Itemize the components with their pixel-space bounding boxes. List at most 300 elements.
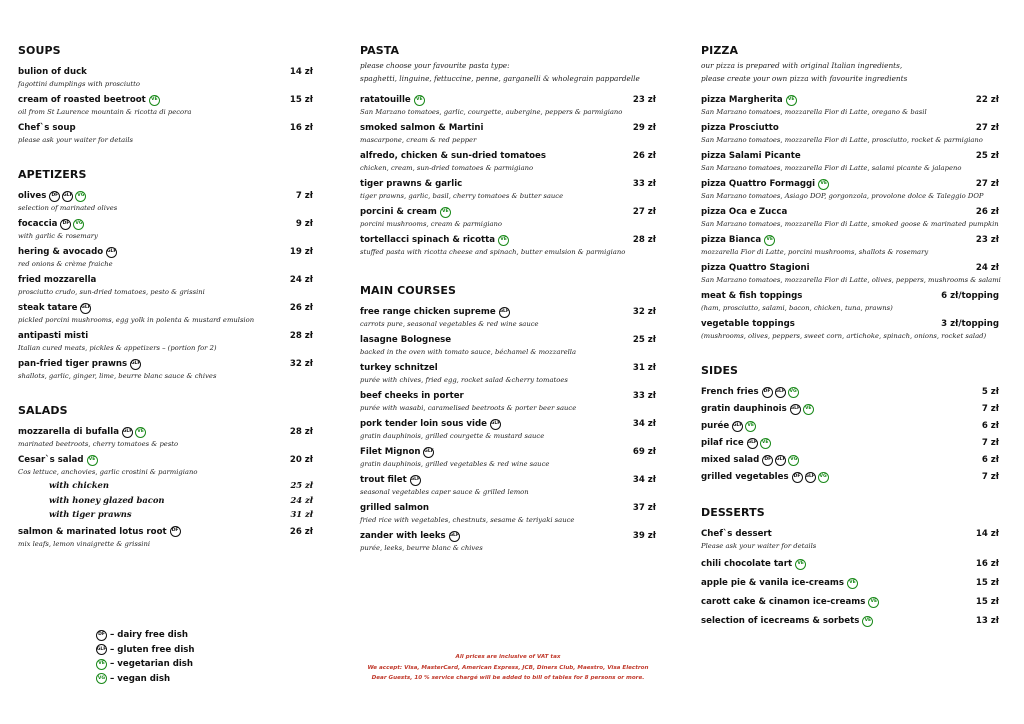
menu-item-name: pizza Margherita bbox=[701, 95, 783, 105]
menu-item-row bbox=[701, 614, 999, 628]
menu-item-name: purée bbox=[701, 421, 730, 431]
menu-item bbox=[18, 273, 313, 298]
menu-item-price: 14 zł bbox=[289, 67, 313, 77]
menu-item-price: 22 zł bbox=[975, 95, 999, 105]
section-title: MAIN COURSES bbox=[360, 284, 456, 297]
ve-badge-icon: VE bbox=[760, 438, 771, 449]
option-name: with tiger prawns bbox=[49, 509, 132, 519]
menu-item-row bbox=[18, 93, 313, 107]
menu-item-description: prosciutto crudo, sun-dried tomatoes, pesto & grissini bbox=[18, 288, 205, 296]
menu-item-row bbox=[701, 177, 999, 191]
menu-item-name-wrap bbox=[701, 149, 801, 163]
section-title: DESSERTS bbox=[701, 506, 765, 519]
menu-item-row bbox=[360, 233, 656, 247]
menu-item-name-wrap bbox=[701, 595, 879, 609]
ve-badge-icon: VE bbox=[96, 659, 107, 670]
menu-item-name-wrap bbox=[701, 557, 806, 571]
menu-column-right bbox=[701, 44, 999, 633]
menu-item bbox=[18, 245, 313, 270]
menu-item-description: San Marzano tomatoes, garlic, courgette, aubergine, peppers & parmigiano bbox=[360, 108, 623, 116]
menu-item-name: porcini & cream bbox=[360, 207, 437, 217]
section-title: APETIZERS bbox=[18, 168, 87, 181]
glf-badge-icon: GLF bbox=[410, 475, 421, 486]
legend-text: – gluten free dish bbox=[110, 644, 195, 655]
menu-item-name-wrap bbox=[18, 121, 76, 135]
menu-column-left bbox=[18, 44, 313, 553]
legend-row bbox=[96, 672, 195, 687]
menu-item-row bbox=[701, 595, 999, 609]
menu-item-row bbox=[360, 473, 656, 487]
menu-item-price: 28 zł bbox=[632, 235, 656, 245]
menu-item-price: 29 zł bbox=[632, 123, 656, 133]
vg-badge-icon: VG bbox=[75, 191, 86, 202]
section-title: SIDES bbox=[701, 364, 739, 377]
menu-item-name: gratin dauphinois bbox=[701, 404, 787, 414]
menu-item-name-wrap bbox=[360, 177, 462, 191]
glf-badge-icon: GLF bbox=[80, 303, 91, 314]
menu-item bbox=[360, 445, 656, 470]
item-list bbox=[18, 425, 313, 550]
vg-badge-icon: VG bbox=[788, 387, 799, 398]
menu-item-row bbox=[18, 189, 313, 203]
menu-item bbox=[18, 301, 313, 326]
menu-item-name: carott cake & cinamon ice-creams bbox=[701, 597, 866, 607]
menu-item-name-wrap bbox=[360, 473, 421, 487]
menu-item bbox=[701, 317, 999, 342]
menu-item-description: mix leafs, lemon vinaigrette & grissini bbox=[18, 539, 151, 548]
menu-item-name-wrap bbox=[360, 333, 451, 347]
menu-item-option bbox=[18, 478, 313, 493]
ve-badge-icon: VE bbox=[745, 421, 756, 432]
menu-item-row bbox=[701, 149, 999, 163]
menu-item-name-wrap bbox=[360, 361, 438, 375]
menu-item-name: tortellacci spinach & ricotta bbox=[360, 235, 496, 245]
section-title: PIZZA bbox=[701, 44, 739, 57]
menu-item-price: 26 zł bbox=[975, 207, 999, 217]
menu-item-row bbox=[701, 527, 999, 541]
glf-badge-icon: GLF bbox=[499, 307, 510, 318]
menu-item-name: pizza Oca e Zucca bbox=[701, 207, 788, 217]
menu-item-row bbox=[360, 529, 656, 543]
menu-item-name-wrap bbox=[360, 501, 429, 515]
glf-badge-icon: GLF bbox=[423, 447, 434, 458]
menu-item-price: 13 zł bbox=[975, 616, 999, 626]
menu-item-price: 3 zł/topping bbox=[941, 319, 999, 329]
menu-item-name-wrap bbox=[18, 65, 87, 79]
menu-item bbox=[701, 149, 999, 174]
menu-item-name-wrap bbox=[701, 614, 873, 628]
section-pizza bbox=[701, 44, 999, 342]
menu-item bbox=[18, 329, 313, 354]
legend-text: – dairy free dish bbox=[110, 630, 188, 640]
glf-badge-icon: GLF bbox=[490, 419, 501, 430]
menu-item-description: backed in the oven with tomato sauce, béchamel & mozzarella bbox=[360, 348, 577, 356]
menu-item-price: 32 zł bbox=[632, 307, 656, 317]
menu-item bbox=[701, 205, 999, 230]
menu-item-description: Italian cured meats, pickles & appetizers – (portion for 2) bbox=[18, 344, 217, 352]
menu-item bbox=[360, 333, 656, 358]
menu-item-row bbox=[701, 93, 999, 107]
menu-item-price: 15 zł bbox=[289, 95, 313, 105]
menu-item bbox=[701, 436, 999, 450]
glf-badge-icon: GLF bbox=[122, 427, 133, 438]
menu-item-row bbox=[360, 205, 656, 219]
menu-item-row bbox=[701, 576, 999, 590]
menu-item bbox=[701, 93, 999, 118]
menu-item-name: tiger prawns & garlic bbox=[360, 179, 463, 189]
menu-item bbox=[701, 289, 999, 314]
menu-item-row bbox=[18, 525, 313, 539]
menu-item-description: San Marzano tomatoes, mozzarella Fior di Latte, salami picante & jalapeno bbox=[701, 164, 962, 172]
menu-item-description: Please ask your waiter for details bbox=[701, 542, 817, 550]
menu-item-row bbox=[18, 273, 313, 287]
menu-item-name: Cesar`s salad bbox=[18, 455, 84, 465]
vg-badge-icon: VG bbox=[818, 472, 829, 483]
menu-item-name-wrap bbox=[701, 177, 829, 191]
section-sides bbox=[701, 364, 999, 484]
menu-item-row bbox=[701, 261, 999, 275]
menu-item bbox=[360, 233, 656, 258]
menu-item-row bbox=[701, 453, 999, 467]
menu-item-price: 33 zł bbox=[632, 391, 656, 401]
menu-item-name-wrap bbox=[360, 445, 434, 459]
menu-item-price: 26 zł bbox=[289, 526, 313, 537]
glf-badge-icon: GLF bbox=[805, 472, 816, 483]
menu-item-name-wrap bbox=[18, 425, 146, 439]
section-intro bbox=[360, 59, 656, 85]
menu-item-row bbox=[701, 385, 999, 399]
menu-item-name: antipasti misti bbox=[18, 331, 89, 341]
menu-item-row bbox=[360, 305, 656, 319]
menu-item bbox=[360, 177, 656, 202]
section-pasta bbox=[360, 44, 656, 258]
menu-item-description: mascarpone, cream & red pepper bbox=[360, 136, 477, 144]
vg-badge-icon: VG bbox=[96, 673, 107, 684]
menu-item-price: 34 zł bbox=[632, 419, 656, 429]
menu-item-name: Chef`s dessert bbox=[701, 529, 772, 539]
menu-item-price: 7 zł bbox=[981, 438, 999, 448]
menu-item-row bbox=[701, 121, 999, 135]
menu-item bbox=[701, 527, 999, 552]
menu-item-name-wrap bbox=[18, 273, 96, 287]
menu-item bbox=[701, 470, 999, 484]
menu-item-price: 26 zł bbox=[632, 151, 656, 161]
menu-item-name: pilaf rice bbox=[701, 438, 744, 448]
ve-badge-icon: VE bbox=[149, 95, 160, 106]
item-list bbox=[701, 527, 999, 628]
menu-item-name: hering & avocado bbox=[18, 247, 104, 257]
legend-row bbox=[96, 643, 195, 658]
menu-item-name-wrap bbox=[360, 389, 464, 403]
menu-item-description: purée with wasabi, caramelised beetroots & porter beer sauce bbox=[360, 404, 577, 412]
glf-badge-icon: GLF bbox=[747, 438, 758, 449]
menu-item-name-wrap bbox=[701, 470, 829, 484]
menu-item bbox=[360, 93, 656, 118]
menu-item bbox=[18, 189, 313, 214]
menu-item-name-wrap bbox=[18, 525, 181, 539]
menu-item-row bbox=[360, 121, 656, 135]
menu-item-description: San Marzano tomatoes, mozzarella Fior di Latte, prosciutto, rocket & parmigiano bbox=[701, 136, 983, 144]
menu-item-price: 28 zł bbox=[289, 331, 313, 341]
menu-item-description: marinated beetroots, cherry tomatoes & pesto bbox=[18, 440, 179, 448]
menu-item bbox=[701, 402, 999, 416]
option-name: with chicken bbox=[49, 480, 109, 490]
menu-item-price: 26 zł bbox=[289, 303, 313, 313]
menu-item-name: steak tatare bbox=[18, 303, 78, 313]
menu-item-price: 39 zł bbox=[632, 531, 656, 541]
menu-item-price: 33 zł bbox=[632, 179, 656, 189]
menu-item-name-wrap bbox=[18, 329, 88, 343]
vg-badge-icon: VG bbox=[73, 219, 84, 230]
menu-item-row bbox=[360, 149, 656, 163]
ve-badge-icon: VE bbox=[87, 455, 98, 466]
menu-item-option bbox=[18, 493, 313, 508]
menu-item-price: 27 zł bbox=[975, 123, 999, 133]
ve-badge-icon: VE bbox=[764, 235, 775, 246]
menu-item-price: 5 zł bbox=[981, 387, 999, 397]
menu-item bbox=[360, 529, 656, 554]
menu-item-row bbox=[18, 301, 313, 315]
menu-item-name-wrap bbox=[701, 233, 775, 247]
section-soups bbox=[18, 44, 313, 146]
menu-item-row bbox=[360, 501, 656, 515]
service-charge-note: Dear Guests, 10 % service chargé will be added to bill of tables for 8 persons or more. bbox=[371, 675, 645, 681]
accepted-cards-note: We accept: Visa, MasterCard, American Express, JCB, Diners Club, Maestro, Visa Electron bbox=[367, 664, 649, 671]
df-badge-icon: DF bbox=[60, 219, 71, 230]
menu-item-name: pizza Prosciutto bbox=[701, 123, 779, 133]
menu-item-price: 7 zł bbox=[295, 191, 313, 201]
vat-note: All prices are inclusive of VAT tax bbox=[455, 654, 561, 660]
menu-item-name: free range chicken supreme bbox=[360, 307, 496, 317]
menu-item-price: 23 zł bbox=[632, 95, 656, 105]
menu-item-description: with garlic & rosemary bbox=[18, 232, 98, 240]
menu-item-name-wrap bbox=[360, 121, 483, 135]
item-list bbox=[360, 93, 656, 258]
menu-item-name-wrap bbox=[701, 205, 787, 219]
menu-item bbox=[18, 217, 313, 242]
menu-item-description: carrots pure, seasonal vegetables & red wine sauce bbox=[360, 320, 539, 328]
intro-line: please create your own pizza with favourite ingredients bbox=[701, 74, 908, 83]
menu-item bbox=[360, 305, 656, 330]
menu-item-name: smoked salmon & Martini bbox=[360, 123, 484, 133]
menu-item-name-wrap bbox=[360, 529, 460, 543]
menu-item-name: pizza Quattro Stagioni bbox=[701, 263, 810, 273]
menu-item-row bbox=[701, 233, 999, 247]
menu-item bbox=[701, 385, 999, 399]
menu-item-row bbox=[18, 245, 313, 259]
menu-item-price: 32 zł bbox=[289, 359, 313, 369]
menu-item-description: fried rice with vegetables, chestnuts, sesame & teriyaki sauce bbox=[360, 516, 575, 524]
menu-column-middle bbox=[360, 44, 656, 557]
menu-item-name: grilled vegetables bbox=[701, 472, 789, 482]
menu-item-description: gratin dauphinois, grilled vegetables & red wine sauce bbox=[360, 460, 550, 468]
ve-badge-icon: VE bbox=[135, 427, 146, 438]
menu-item-row bbox=[360, 361, 656, 375]
menu-item bbox=[360, 473, 656, 498]
menu-item-name: selection of icecreams & sorbets bbox=[701, 616, 860, 626]
menu-item-row bbox=[360, 389, 656, 403]
menu-item bbox=[18, 93, 313, 118]
menu-item bbox=[701, 453, 999, 467]
ve-badge-icon: VE bbox=[862, 616, 873, 627]
option-price: 25 zł bbox=[290, 480, 313, 490]
menu-item-price: 31 zł bbox=[632, 363, 656, 373]
menu-item bbox=[701, 121, 999, 146]
menu-item-name-wrap bbox=[18, 245, 117, 259]
ve-badge-icon: VE bbox=[440, 207, 451, 218]
df-badge-icon: DF bbox=[762, 387, 773, 398]
menu-item-description: (ham, prosciutto, salami, bacon, chicken, tuna, prawns) bbox=[701, 304, 893, 312]
menu-item-name: zander with leeks bbox=[360, 531, 446, 541]
df-badge-icon: DF bbox=[170, 526, 181, 537]
menu-item-name-wrap bbox=[701, 402, 814, 416]
menu-item-description: tiger prawns, garlic, basil, cherry tomatoes & butter sauce bbox=[360, 192, 564, 200]
menu-item-description: please ask your waiter for details bbox=[18, 136, 134, 144]
menu-item-name-wrap bbox=[360, 149, 546, 163]
menu-item-price: 14 zł bbox=[975, 529, 999, 539]
menu-item-name: pizza Salami Picante bbox=[701, 151, 801, 161]
section-main-courses bbox=[360, 284, 656, 554]
menu-item-row bbox=[18, 217, 313, 231]
menu-item-row bbox=[701, 289, 999, 303]
menu-item-price: 25 zł bbox=[975, 151, 999, 161]
menu-item-row bbox=[18, 65, 313, 79]
menu-item-name: turkey schnitzel bbox=[360, 363, 438, 373]
menu-item-name-wrap bbox=[360, 305, 510, 319]
menu-item-name: pizza Bianca bbox=[701, 235, 762, 245]
menu-item-name: mozzarella di bufalla bbox=[18, 427, 119, 437]
item-list bbox=[701, 93, 999, 342]
menu-item-price: 27 zł bbox=[975, 179, 999, 189]
menu-item-name: olives bbox=[18, 191, 47, 201]
ve-badge-icon: VE bbox=[414, 95, 425, 106]
glf-badge-icon: GLF bbox=[775, 455, 786, 466]
menu-item bbox=[701, 557, 999, 571]
menu-item-description: San Marzano tomatoes, mozzarella Fior di Latte, olives, peppers, mushrooms & salami bbox=[701, 276, 1001, 284]
ve-badge-icon: VE bbox=[803, 404, 814, 415]
menu-item-name-wrap bbox=[701, 289, 802, 303]
menu-item-price: 69 zł bbox=[632, 447, 656, 457]
menu-item bbox=[18, 65, 313, 90]
glf-badge-icon: GLF bbox=[449, 531, 460, 542]
menu-item-name: trout filet bbox=[360, 475, 407, 485]
menu-item-name-wrap bbox=[360, 233, 509, 247]
menu-item bbox=[701, 614, 999, 628]
menu-item-row bbox=[360, 333, 656, 347]
ve-badge-icon: VE bbox=[868, 597, 879, 608]
item-list bbox=[360, 305, 656, 554]
menu-item-name: meat & fish toppings bbox=[701, 291, 803, 301]
menu-item-price: 6 zł/topping bbox=[941, 291, 999, 301]
menu-item-name: beef cheeks in porter bbox=[360, 391, 464, 401]
menu-item-price: 25 zł bbox=[632, 335, 656, 345]
menu-item-name-wrap bbox=[701, 527, 772, 541]
menu-item-price: 27 zł bbox=[632, 207, 656, 217]
menu-item-name-wrap bbox=[701, 419, 756, 433]
glf-badge-icon: GLF bbox=[96, 644, 107, 655]
menu-item-description: red onions & crème fraiche bbox=[18, 260, 113, 268]
menu-item bbox=[701, 419, 999, 433]
menu-item-name: salmon & marinated lotus root bbox=[18, 526, 167, 537]
legend-row bbox=[96, 628, 195, 643]
menu-item-name: cream of roasted beetroot bbox=[18, 95, 146, 105]
intro-line: please choose your favourite pasta type: bbox=[360, 61, 510, 70]
menu-item-name-wrap bbox=[360, 93, 425, 107]
menu-item-price: 37 zł bbox=[632, 503, 656, 513]
legend-row bbox=[96, 657, 195, 672]
menu-item-name-wrap bbox=[18, 453, 98, 467]
menu-item-name-wrap bbox=[701, 317, 795, 331]
menu-item-name-wrap bbox=[360, 417, 501, 431]
menu-item-description: shallots, garlic, ginger, lime, beurre blanc sauce & chives bbox=[18, 372, 217, 380]
item-list bbox=[18, 65, 313, 146]
menu-item-description: fagottini dumplings with prosciutto bbox=[18, 80, 140, 88]
menu-item-name: lasagne Bolognese bbox=[360, 335, 452, 345]
menu-item-name: Filet Mignon bbox=[360, 447, 421, 457]
menu-item-row bbox=[360, 417, 656, 431]
menu-item-price: 19 zł bbox=[289, 247, 313, 257]
glf-badge-icon: GLF bbox=[732, 421, 743, 432]
menu-item-name: focaccia bbox=[18, 219, 58, 229]
menu-item-row bbox=[701, 470, 999, 484]
menu-item bbox=[360, 361, 656, 386]
menu-item-name-wrap bbox=[701, 453, 799, 467]
menu-item-description: gratin dauphinois, grilled courgette & mustard sauce bbox=[360, 432, 545, 440]
menu-item-name: pork tender loin sous vide bbox=[360, 419, 487, 429]
menu-item-price: 20 zł bbox=[289, 455, 313, 465]
menu-item-row bbox=[701, 205, 999, 219]
dietary-legend bbox=[96, 628, 195, 686]
menu-item-name-wrap bbox=[701, 385, 799, 399]
section-apetizers bbox=[18, 168, 313, 382]
option-price: 24 zł bbox=[290, 494, 313, 505]
menu-item bbox=[360, 121, 656, 146]
menu-item-row bbox=[701, 402, 999, 416]
df-badge-icon: DF bbox=[96, 630, 107, 641]
section-intro bbox=[701, 59, 999, 85]
section-title: PASTA bbox=[360, 44, 400, 57]
menu-item-price: 6 zł bbox=[981, 455, 999, 465]
menu-item-price: 6 zł bbox=[981, 421, 999, 431]
menu-item-row bbox=[18, 121, 313, 135]
menu-item-description: selection of marinated olives bbox=[18, 204, 118, 212]
legend-text: – vegan dish bbox=[110, 673, 171, 684]
menu-item-price: 7 zł bbox=[981, 472, 999, 482]
menu-item-description: porcini mushrooms, cream & parmigiano bbox=[360, 220, 503, 228]
menu-item-name-wrap bbox=[18, 217, 84, 231]
menu-item bbox=[18, 121, 313, 146]
menu-item-name: pan-fried tiger prawns bbox=[18, 359, 128, 369]
menu-item-price: 34 zł bbox=[632, 475, 656, 485]
menu-item-description: purée, leeks, beurre blanc & chives bbox=[360, 544, 483, 552]
section-desserts bbox=[701, 506, 999, 628]
df-badge-icon: DF bbox=[762, 455, 773, 466]
menu-item-price: 15 zł bbox=[975, 578, 999, 588]
option-price: 31 zł bbox=[290, 509, 313, 519]
menu-item-description: pickled porcini mushrooms, egg yolk in polenta & mustard emulsion bbox=[18, 316, 255, 324]
menu-item bbox=[18, 425, 313, 450]
section-title: SALADS bbox=[18, 404, 68, 417]
menu-item bbox=[18, 525, 313, 550]
menu-item-name: grilled salmon bbox=[360, 503, 430, 513]
intro-line: our pizza is prepared with original Italian ingredients, bbox=[701, 61, 903, 70]
section-title: SOUPS bbox=[18, 44, 61, 57]
menu-item-price: 24 zł bbox=[975, 263, 999, 273]
menu-item-name-wrap bbox=[18, 93, 160, 107]
menu-item-name-wrap bbox=[360, 205, 451, 219]
menu-item-description: San Marzano tomatoes, mozzarella Fior di Latte, smoked goose & marinated pumpkin bbox=[701, 220, 999, 228]
menu-item-name-wrap bbox=[701, 121, 779, 135]
